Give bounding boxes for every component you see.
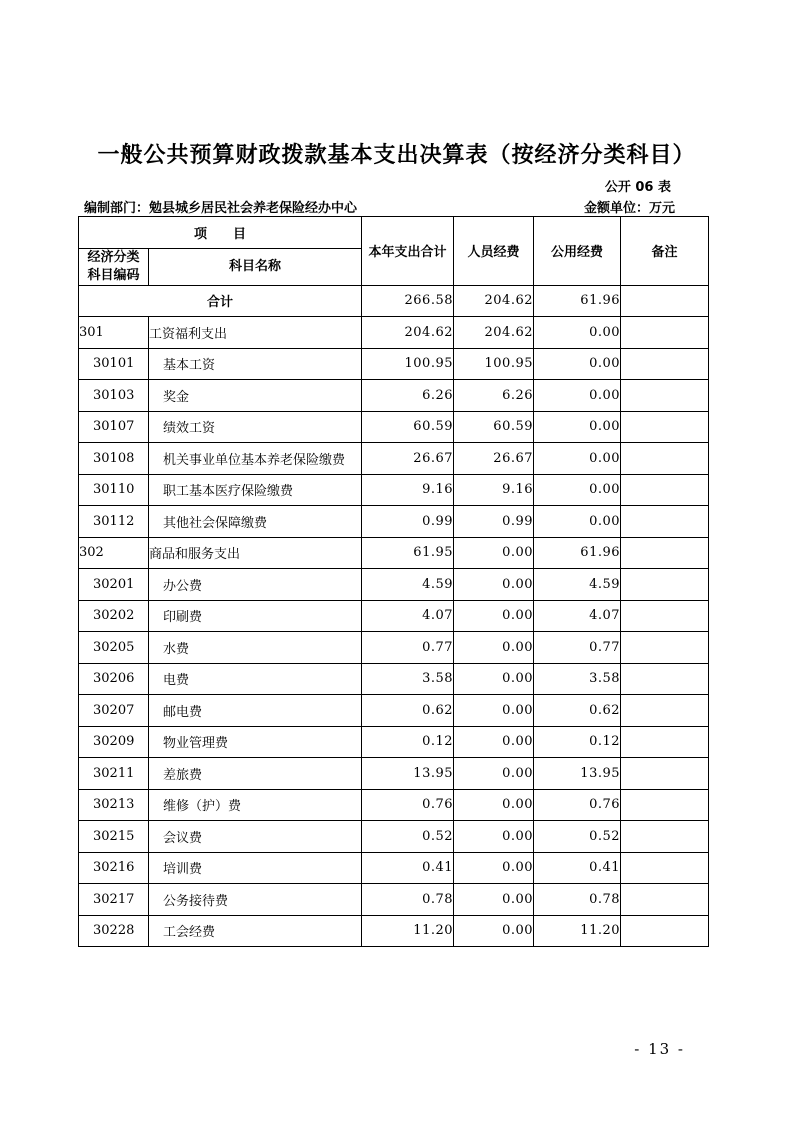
row-personnel: 6.26 <box>454 380 534 412</box>
row-code: 30110 <box>79 474 149 506</box>
row-total: 204.62 <box>362 317 454 349</box>
row-personnel: 60.59 <box>454 411 534 443</box>
row-code: 302 <box>79 537 149 569</box>
row-name: 公务接待费 <box>149 884 362 916</box>
row-code: 30206 <box>79 663 149 695</box>
row-personnel: 26.67 <box>454 443 534 475</box>
row-name: 工会经费 <box>149 915 362 947</box>
header-code <box>79 248 149 285</box>
row-public: 0.00 <box>534 506 621 538</box>
row-name: 会议费 <box>149 821 362 853</box>
row-total: 0.99 <box>362 506 454 538</box>
row-total: 100.95 <box>362 348 454 380</box>
row-code: 30215 <box>79 821 149 853</box>
row-public: 0.00 <box>534 443 621 475</box>
row-code: 301 <box>79 317 149 349</box>
row-code: 30108 <box>79 443 149 475</box>
table-row <box>79 884 709 916</box>
header-personnel: 人员经费 <box>454 217 534 286</box>
row-personnel: 0.00 <box>454 663 534 695</box>
table-row <box>79 380 709 412</box>
row-remark <box>621 569 709 601</box>
table-row <box>79 632 709 664</box>
row-total: 11.20 <box>362 915 454 947</box>
row-remark <box>621 411 709 443</box>
compiling-department: 编制部门：勉县城乡居民社会养老保险经办中心 <box>84 201 358 216</box>
row-public: 0.62 <box>534 695 621 727</box>
row-remark <box>621 474 709 506</box>
table-row <box>79 600 709 632</box>
row-public: 0.00 <box>534 348 621 380</box>
row-total: 6.26 <box>362 380 454 412</box>
table-row <box>79 537 709 569</box>
row-name: 物业管理费 <box>149 726 362 758</box>
page-number: - 13 - <box>634 1040 685 1058</box>
row-public: 0.12 <box>534 726 621 758</box>
row-code: 30207 <box>79 695 149 727</box>
row-public: 0.00 <box>534 411 621 443</box>
row-personnel: 0.00 <box>454 695 534 727</box>
row-personnel: 0.00 <box>454 726 534 758</box>
header-name: 科目名称 <box>149 248 362 285</box>
header-code-line2: 科目编码 <box>87 267 140 283</box>
header-item: 项 目 <box>79 217 362 249</box>
row-total: 0.76 <box>362 789 454 821</box>
row-remark <box>621 884 709 916</box>
row-public: 0.00 <box>534 317 621 349</box>
row-name: 基本工资 <box>149 348 362 380</box>
row-name: 工资福利支出 <box>149 317 362 349</box>
row-remark <box>621 663 709 695</box>
row-personnel: 204.62 <box>454 317 534 349</box>
row-name: 维修（护）费 <box>149 789 362 821</box>
row-personnel: 0.00 <box>454 600 534 632</box>
total-label: 合计 <box>79 285 362 317</box>
table-row <box>79 789 709 821</box>
row-code: 30201 <box>79 569 149 601</box>
table-row <box>79 852 709 884</box>
table-row <box>79 506 709 538</box>
row-remark <box>621 506 709 538</box>
row-name: 邮电费 <box>149 695 362 727</box>
row-code: 30101 <box>79 348 149 380</box>
table-row <box>79 915 709 947</box>
row-total: 4.07 <box>362 600 454 632</box>
row-total: 13.95 <box>362 758 454 790</box>
row-remark <box>621 695 709 727</box>
table-row <box>79 443 709 475</box>
row-public: 3.58 <box>534 663 621 695</box>
row-remark <box>621 443 709 475</box>
row-code: 30217 <box>79 884 149 916</box>
total-amount: 266.58 <box>362 285 454 317</box>
row-name: 办公费 <box>149 569 362 601</box>
row-personnel: 0.00 <box>454 915 534 947</box>
row-total: 0.78 <box>362 884 454 916</box>
row-personnel: 0.00 <box>454 632 534 664</box>
row-personnel: 0.00 <box>454 884 534 916</box>
row-remark <box>621 789 709 821</box>
header-code-line1: 经济分类 <box>87 249 140 265</box>
row-total: 3.58 <box>362 663 454 695</box>
row-total: 0.52 <box>362 821 454 853</box>
row-total: 0.77 <box>362 632 454 664</box>
form-number: 公开 06 表 <box>604 180 671 195</box>
row-name: 电费 <box>149 663 362 695</box>
row-public: 13.95 <box>534 758 621 790</box>
table-row <box>79 317 709 349</box>
row-total: 0.41 <box>362 852 454 884</box>
row-personnel: 9.16 <box>454 474 534 506</box>
row-name: 差旅费 <box>149 758 362 790</box>
table-row <box>79 663 709 695</box>
row-code: 30228 <box>79 915 149 947</box>
row-name: 印刷费 <box>149 600 362 632</box>
total-row <box>79 285 709 317</box>
row-public: 4.07 <box>534 600 621 632</box>
row-remark <box>621 758 709 790</box>
row-personnel: 0.99 <box>454 506 534 538</box>
total-personnel: 204.62 <box>454 285 534 317</box>
row-total: 0.12 <box>362 726 454 758</box>
table-row <box>79 726 709 758</box>
row-remark <box>621 726 709 758</box>
table-row <box>79 348 709 380</box>
header-public: 公用经费 <box>534 217 621 286</box>
row-remark <box>621 852 709 884</box>
row-code: 30213 <box>79 789 149 821</box>
row-code: 30205 <box>79 632 149 664</box>
row-total: 60.59 <box>362 411 454 443</box>
row-public: 0.77 <box>534 632 621 664</box>
total-remark <box>621 285 709 317</box>
row-remark <box>621 537 709 569</box>
row-public: 0.41 <box>534 852 621 884</box>
row-name: 商品和服务支出 <box>149 537 362 569</box>
row-total: 26.67 <box>362 443 454 475</box>
amount-unit: 金额单位：万元 <box>583 201 675 216</box>
page-title: 一般公共预算财政拨款基本支出决算表（按经济分类科目） <box>97 143 696 168</box>
table-row <box>79 569 709 601</box>
row-personnel: 0.00 <box>454 821 534 853</box>
row-code: 30216 <box>79 852 149 884</box>
row-name: 培训费 <box>149 852 362 884</box>
row-remark <box>621 348 709 380</box>
header-remark: 备注 <box>621 217 709 286</box>
row-name: 机关事业单位基本养老保险缴费 <box>149 443 362 475</box>
row-public: 11.20 <box>534 915 621 947</box>
row-name: 职工基本医疗保险缴费 <box>149 474 362 506</box>
row-personnel: 0.00 <box>454 569 534 601</box>
row-total: 61.95 <box>362 537 454 569</box>
row-name: 水费 <box>149 632 362 664</box>
total-public: 61.96 <box>534 285 621 317</box>
table-row <box>79 821 709 853</box>
row-personnel: 0.00 <box>454 789 534 821</box>
row-code: 30107 <box>79 411 149 443</box>
row-name: 奖金 <box>149 380 362 412</box>
row-code: 30103 <box>79 380 149 412</box>
row-public: 0.76 <box>534 789 621 821</box>
row-public: 0.52 <box>534 821 621 853</box>
expenditure-table <box>78 216 709 947</box>
row-public: 0.00 <box>534 380 621 412</box>
row-remark <box>621 317 709 349</box>
row-remark <box>621 821 709 853</box>
row-personnel: 0.00 <box>454 537 534 569</box>
row-personnel: 0.00 <box>454 758 534 790</box>
table-row <box>79 758 709 790</box>
header-total: 本年支出合计 <box>362 217 454 286</box>
row-public: 4.59 <box>534 569 621 601</box>
row-name: 其他社会保障缴费 <box>149 506 362 538</box>
row-personnel: 0.00 <box>454 852 534 884</box>
row-code: 30112 <box>79 506 149 538</box>
row-public: 0.00 <box>534 474 621 506</box>
table-row <box>79 474 709 506</box>
row-code: 30211 <box>79 758 149 790</box>
row-total: 0.62 <box>362 695 454 727</box>
row-personnel: 100.95 <box>454 348 534 380</box>
row-total: 9.16 <box>362 474 454 506</box>
row-code: 30209 <box>79 726 149 758</box>
row-total: 4.59 <box>362 569 454 601</box>
row-public: 0.78 <box>534 884 621 916</box>
row-remark <box>621 632 709 664</box>
row-remark <box>621 915 709 947</box>
table-row <box>79 695 709 727</box>
row-remark <box>621 600 709 632</box>
row-name: 绩效工资 <box>149 411 362 443</box>
row-code: 30202 <box>79 600 149 632</box>
row-public: 61.96 <box>534 537 621 569</box>
table-row <box>79 411 709 443</box>
row-remark <box>621 380 709 412</box>
